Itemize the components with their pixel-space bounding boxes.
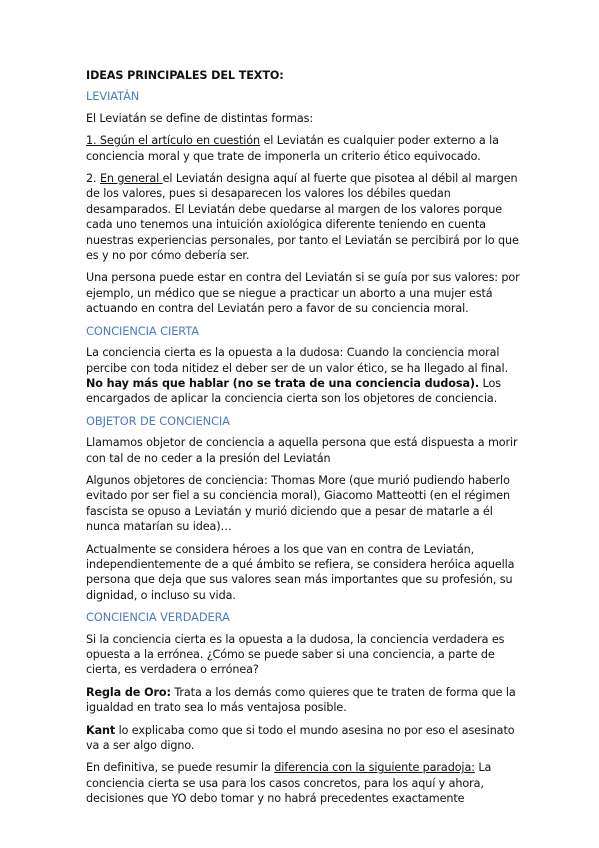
leviatan-point-2-number: 2. [86, 172, 100, 186]
regla-de-oro-text: Trata a los demás como quieres que te traten de forma que la igualdad en trato sea lo más ventajosa posible. [86, 685, 516, 715]
leviatan-point-1-text: el Leviatán es cualquier poder externo a la conciencia moral y que trate de imponerla un criterio ético equivocado. [86, 134, 499, 163]
objetor-paragraph-2: Algunos objetores de conciencia: Thomas More (que murió pudiendo haberlo evitado por ser fiel a su conciencia moral), Giacomo Matteotti (en el régimen fascista se opuso a Leviatán y murió diciendo que a pesar de matarle a él nunca matarían su idea)… [86, 473, 511, 534]
objetor-paragraph-1: Llamamos objetor de conciencia a aquella persona que está dispuesta a morir con tal de no ceder a la presión del Leviatán [86, 436, 518, 465]
regla-de-oro-paragraph [86, 685, 526, 716]
document-body [86, 68, 526, 814]
final-text-start: En definitiva, se puede resumir la [86, 761, 275, 775]
final-text-rest: La conciencia cierta se usa para los casos concretos, para los aquí y ahora, decisiones que YO debo tomar y no habrá precedentes exactamente [86, 761, 492, 806]
heading-objetor: OBJETOR DE CONCIENCIA [86, 413, 230, 428]
document-title: IDEAS PRINCIPALES DEL TEXTO: [86, 69, 284, 82]
leviatan-intro: El Leviatán se define de distintas formas: [86, 111, 314, 125]
heading-conciencia-verdadera: CONCIENCIA VERDADERA [86, 610, 230, 625]
leviatan-point-2 [86, 171, 526, 263]
leviatan-point-1 [86, 133, 526, 164]
heading-conciencia-cierta: CONCIENCIA CIERTA [86, 323, 199, 338]
regla-de-oro-label: Regla de Oro: [86, 685, 171, 699]
objetor-paragraph-3: Actualmente se considera héroes a los que van en contra de Leviatán, independientemente de a qué ámbito se refiera, se considera heróica aquella persona que deja que sus valores sean más importantes que su profesión, su dignidad, o incluso su vida. [86, 542, 515, 602]
leviatan-point-2-underlined: En general [99, 172, 163, 186]
conciencia-cierta-text-end: Los encargados de aplicar la conciencia cierta son los objetores de conciencia. [86, 376, 501, 406]
kant-label: Kant [86, 723, 116, 737]
heading-leviatan: LEVIATÁN [86, 89, 140, 104]
leviatan-point-2-text: el Leviatán designa aquí al fuerte que pisotea al débil al margen de los valores, pues si desaparecen los valores los débiles quedan desamparados. El Leviatán debe quedarse al margen de los valores porque cada uno tenemos una intuición axiológica diferente teniendo en cuenta nuestras experiencias personales, por tanto el Leviatán se percibirá por lo que es y no por cómo debería ser. [86, 172, 519, 263]
conciencia-verdadera-paragraph-1: Si la conciencia cierta es la opuesta a la dudosa, la conciencia verdadera es opuesta a la errónea. ¿Cómo se puede saber si una conciencia, a parte de cierta, es verdadera o errónea? [86, 632, 505, 677]
conciencia-cierta-text-start: La conciencia cierta es la opuesta a la dudosa: Cuando la conciencia moral percibe con toda nitidez el deber ser de un valor ético, se ha llegado al final. [86, 346, 509, 375]
leviatan-paragraph-3: Una persona puede estar en contra del Leviatán si se guía por sus valores: por ejemplo, un médico que se niegue a practicar un aborto a una mujer está actuando en contra del Leviatán pero a favor de su conciencia moral. [86, 271, 520, 316]
final-paragraph [86, 760, 526, 806]
leviatan-point-1-underlined: 1. Según el artículo en cuestión [86, 134, 261, 148]
kant-text: lo explicaba como que si todo el mundo asesina no por eso el asesinato va a ser algo digno. [86, 723, 515, 753]
conciencia-cierta-bold-text: No hay más que hablar (no se trata de una conciencia dudosa). [86, 376, 480, 390]
kant-paragraph [86, 723, 526, 754]
conciencia-cierta-paragraph [86, 345, 526, 407]
final-underlined: diferencia con la siguiente paradoja: [274, 761, 475, 775]
